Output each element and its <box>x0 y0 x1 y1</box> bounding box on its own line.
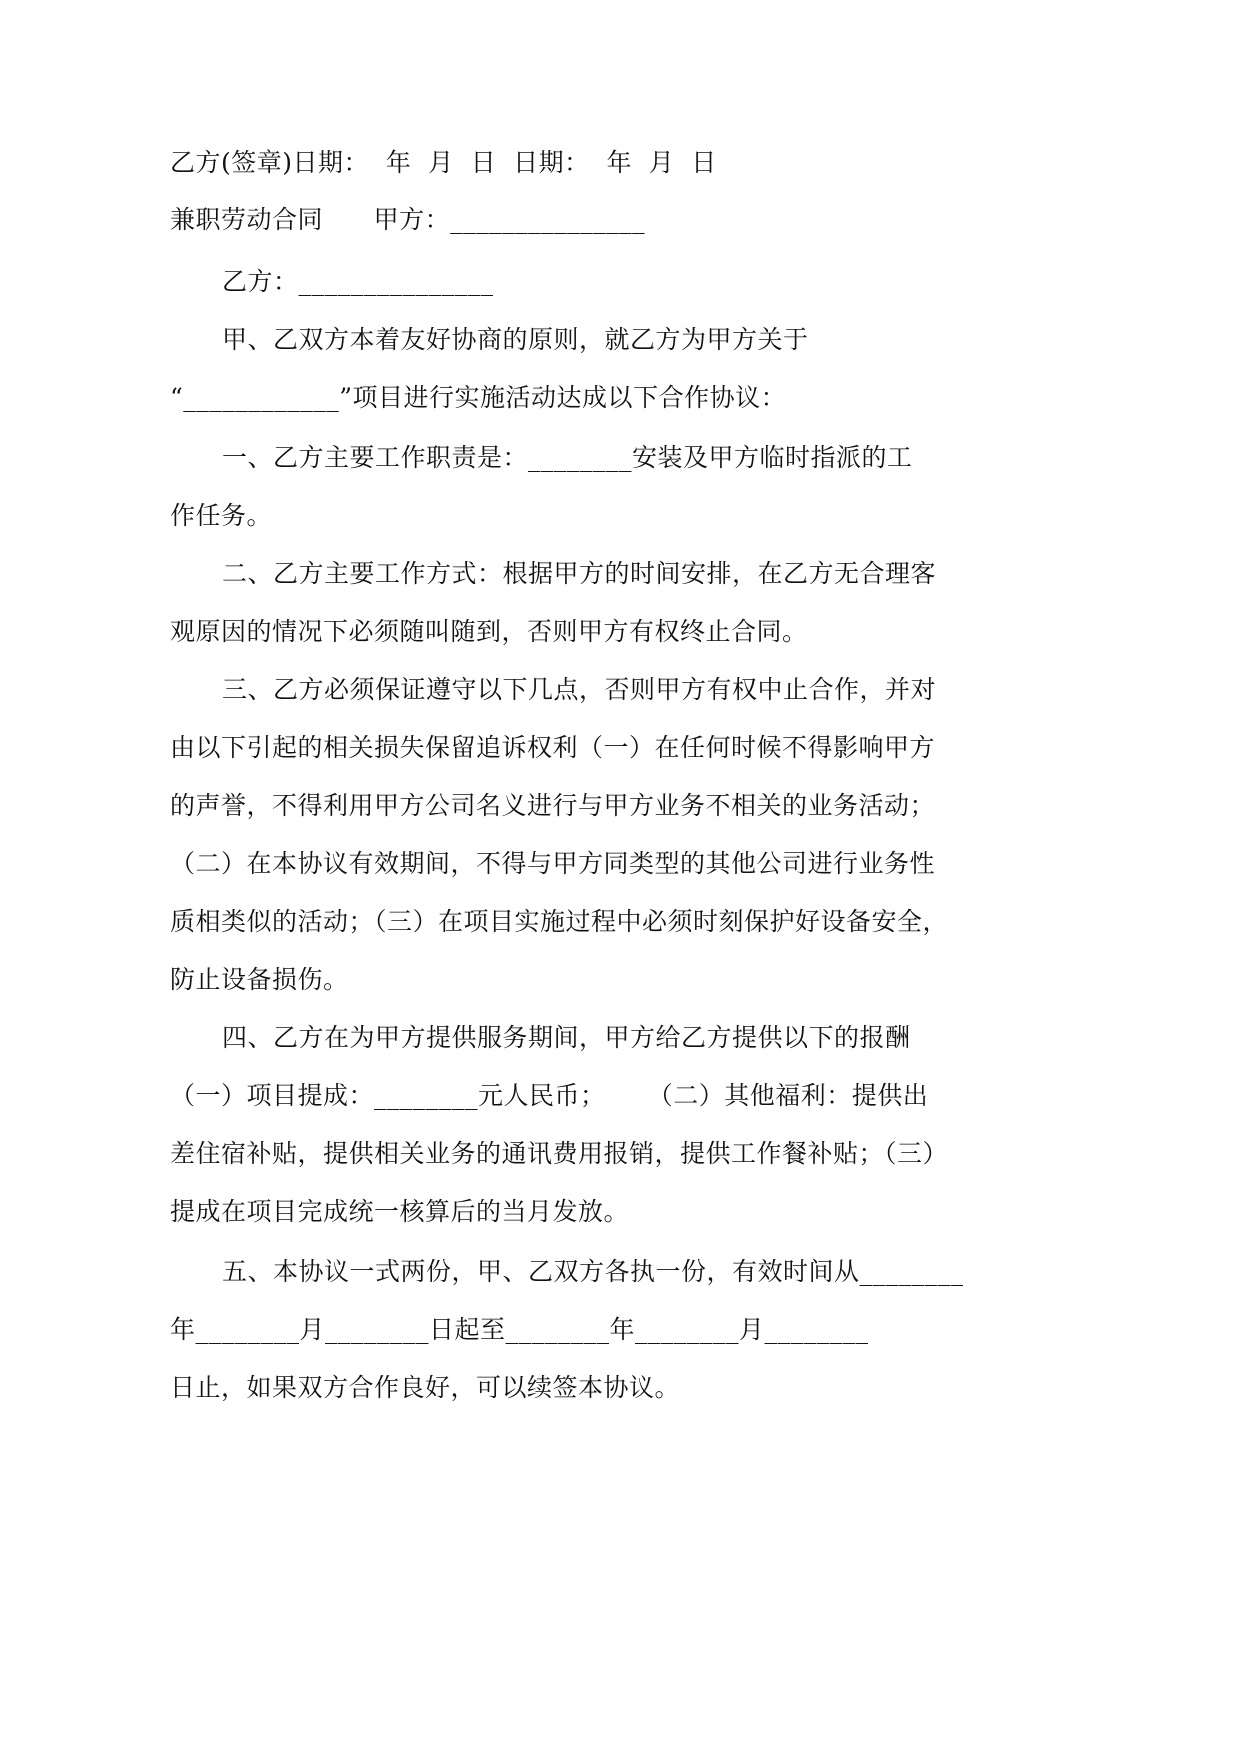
contract-title-party-a-line: 兼职劳动合同 甲方：_______________ <box>170 205 646 234</box>
clause-1-line-1: 一、乙方主要工作职责是：________安装及甲方临时指派的工 <box>222 443 913 472</box>
clause-3-line-4: （二）在本协议有效期间，不得与甲方同类型的其他公司进行业务性 <box>170 849 936 878</box>
clause-4-line-1: 四、乙方在为甲方提供服务期间，甲方给乙方提供以下的报酬 <box>222 1023 911 1052</box>
signature-date-line: 乙方(签章)日期： 年 月 日 日期： 年 月 日 <box>170 148 717 177</box>
intro-paragraph-line-2: “____________”项目进行实施活动达成以下合作协议： <box>170 383 787 412</box>
clause-1-line-2: 作任务。 <box>170 501 273 530</box>
clause-3-line-1: 三、乙方必须保证遵守以下几点，否则甲方有权中止合作，并对 <box>222 675 937 704</box>
clause-5-line-3: 日止，如果双方合作良好，可以续签本协议。 <box>170 1373 681 1402</box>
clause-5-line-2: 年________月________日起至________年________月________ <box>170 1315 869 1344</box>
clause-3-line-3: 的声誉，不得利用甲方公司名义进行与甲方业务不相关的业务活动； <box>170 791 936 820</box>
clause-5-line-1: 五、本协议一式两份，甲、乙双方各执一份，有效时间从________ <box>222 1257 964 1286</box>
clause-2-line-1: 二、乙方主要工作方式：根据甲方的时间安排，在乙方无合理客 <box>222 559 937 588</box>
clause-4-line-2: （一）项目提成：________元人民币； （二）其他福利：提供出 <box>170 1081 929 1110</box>
party-b-line: 乙方：_______________ <box>222 267 494 296</box>
clause-2-line-2: 观原因的情况下必须随叫随到，否则甲方有权终止合同。 <box>170 617 808 646</box>
clause-3-line-5: 质相类似的活动；（三）在项目实施过程中必须时刻保护好设备安全， <box>170 907 949 936</box>
clause-4-line-3: 差住宿补贴，提供相关业务的通讯费用报销，提供工作餐补贴；（三） <box>170 1139 949 1168</box>
intro-paragraph-line-1: 甲、乙双方本着友好协商的原则，就乙方为甲方关于 <box>222 325 809 354</box>
clause-4-line-4: 提成在项目完成统一核算后的当月发放。 <box>170 1197 630 1226</box>
clause-3-line-6: 防止设备损伤。 <box>170 965 349 994</box>
clause-3-line-2: 由以下引起的相关损失保留追诉权利（一）在任何时候不得影响甲方 <box>170 733 936 762</box>
